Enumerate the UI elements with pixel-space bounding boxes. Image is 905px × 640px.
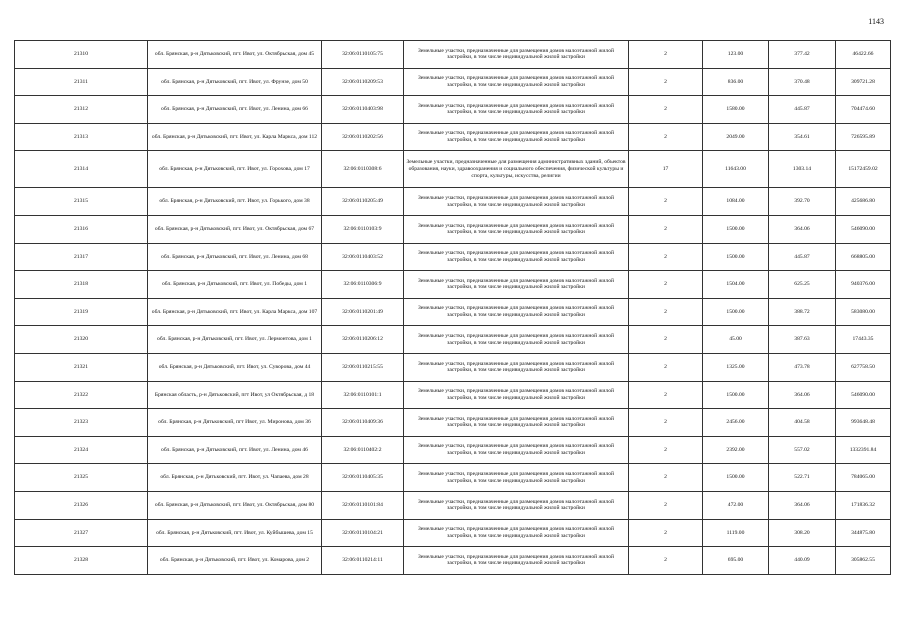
row-number-cell: 21310 (15, 41, 148, 69)
table-row (15, 271, 891, 299)
area-cell: 1580.00 (703, 96, 769, 124)
land-use-cell: Земельные участки, предназначенные для размещения домов малоэтажной жилой застройки, в том числе индивидуальной жилой застройки (404, 123, 629, 151)
cadastral-value-table (14, 40, 891, 575)
area-cell: 2049.00 (703, 123, 769, 151)
area-cell: 472.00 (703, 491, 769, 519)
cadastral-number-cell: 32:06:0110103:9 (322, 215, 404, 243)
cadastral-value-cell: 940376.00 (836, 271, 891, 299)
row-number-cell: 21312 (15, 96, 148, 124)
area-cell: 11643.00 (703, 151, 769, 188)
address-cell: обл. Брянская, р-н Дятьковский, пгт. Ивот, ул. Карла Маркса, дом 112 (148, 123, 322, 151)
table-row (15, 409, 891, 437)
specific-value-cell: 388.72 (769, 298, 836, 326)
table-body (15, 41, 891, 575)
specific-value-cell: 557.02 (769, 436, 836, 464)
specific-value-cell: 625.25 (769, 271, 836, 299)
specific-value-cell: 377.42 (769, 41, 836, 69)
group-number-cell: 2 (629, 491, 703, 519)
row-number-cell: 21311 (15, 68, 148, 96)
land-use-cell: Земельные участки, предназначенные для размещения домов малоэтажной жилой застройки, в том числе индивидуальной жилой застройки (404, 188, 629, 216)
land-use-cell: Земельные участки, предназначенные для размещения домов малоэтажной жилой застройки, в том числе индивидуальной жилой застройки (404, 68, 629, 96)
specific-value-cell: 364.06 (769, 381, 836, 409)
area-cell: 1504.00 (703, 271, 769, 299)
row-number-cell: 21314 (15, 151, 148, 188)
address-cell: обл. Брянская, р-н Дятьковский, пгт. Ивот, ул. Суворова, дом 44 (148, 353, 322, 381)
land-use-cell: Земельные участки, предназначенные для размещения домов малоэтажной жилой застройки, в том числе индивидуальной жилой застройки (404, 215, 629, 243)
area-cell: 1325.00 (703, 353, 769, 381)
cadastral-number-cell: 32:06:0110205:49 (322, 188, 404, 216)
land-use-cell: Земельные участки, предназначенные для размещения домов малоэтажной жилой застройки, в том числе индивидуальной жилой застройки (404, 353, 629, 381)
table-row (15, 96, 891, 124)
area-cell: 1500.00 (703, 298, 769, 326)
land-use-cell: Земельные участки, предназначенные для размещения домов малоэтажной жилой застройки, в том числе индивидуальной жилой застройки (404, 326, 629, 354)
area-cell: 695.00 (703, 547, 769, 575)
cadastral-number-cell: 32:06:0110405:35 (322, 464, 404, 492)
address-cell: обл. Брянская, р-н Дятьковский, пгт. Ивот, ул. Карла Маркса, дом 107 (148, 298, 322, 326)
table-row (15, 519, 891, 547)
cadastral-number-cell: 32:06:0110306:9 (322, 271, 404, 299)
land-use-cell: Земельные участки, предназначенные для размещения домов малоэтажной жилой застройки, в том числе индивидуальной жилой застройки (404, 243, 629, 271)
table-row (15, 41, 891, 69)
row-number-cell: 21323 (15, 409, 148, 437)
land-use-cell: Земельные участки, предназначенные для размещения домов малоэтажной жилой застройки, в том числе индивидуальной жилой застройки (404, 409, 629, 437)
cadastral-number-cell: 32:06:0110214:11 (322, 547, 404, 575)
group-number-cell: 2 (629, 215, 703, 243)
area-cell: 1084.00 (703, 188, 769, 216)
table-row (15, 436, 891, 464)
area-cell: 123.00 (703, 41, 769, 69)
land-use-cell: Земельные участки, предназначенные для размещения домов малоэтажной жилой застройки, в том числе индивидуальной жилой застройки (404, 271, 629, 299)
row-number-cell: 21313 (15, 123, 148, 151)
cadastral-value-cell: 46422.66 (836, 41, 891, 69)
cadastral-value-cell: 583080.00 (836, 298, 891, 326)
specific-value-cell: 370.48 (769, 68, 836, 96)
cadastral-value-cell: 668805.00 (836, 243, 891, 271)
area-cell: 2456.00 (703, 409, 769, 437)
land-use-cell: Земельные участки, предназначенные для размещения домов малоэтажной жилой застройки, в том числе индивидуальной жилой застройки (404, 298, 629, 326)
cadastral-number-cell: 32:06:0110206:12 (322, 326, 404, 354)
group-number-cell: 2 (629, 243, 703, 271)
cadastral-number-cell: 32:06:0110101:84 (322, 491, 404, 519)
cadastral-value-cell: 704474.60 (836, 96, 891, 124)
group-number-cell: 2 (629, 464, 703, 492)
address-cell: обл. Брянская, р-н Дятьковский, пгт. Ивот, ул. Октябрьская, дом 67 (148, 215, 322, 243)
specific-value-cell: 1303.14 (769, 151, 836, 188)
specific-value-cell: 445.87 (769, 243, 836, 271)
group-number-cell: 2 (629, 298, 703, 326)
row-number-cell: 21315 (15, 188, 148, 216)
land-use-cell: Земельные участки, предназначенные для размещения домов малоэтажной жилой застройки, в том числе индивидуальной жилой застройки (404, 464, 629, 492)
group-number-cell: 2 (629, 519, 703, 547)
cadastral-number-cell: 32:06:0110201:49 (322, 298, 404, 326)
group-number-cell: 2 (629, 409, 703, 437)
table-row (15, 215, 891, 243)
area-cell: 2392.00 (703, 436, 769, 464)
cadastral-number-cell: 32:06:0110105:75 (322, 41, 404, 69)
land-use-cell: Земельные участки, предназначенные для размещения домов малоэтажной жилой застройки, в том числе индивидуальной жилой застройки (404, 436, 629, 464)
address-cell: обл. Брянская, р-н Дятьковский, пгт. Ивот, ул. Октябрьская, дом 45 (148, 41, 322, 69)
address-cell: обл. Брянская, р-н Дятьковский, пгт. Ивот, ул. Победы, дом 1 (148, 271, 322, 299)
cadastral-value-cell: 15172459.02 (836, 151, 891, 188)
row-number-cell: 21320 (15, 326, 148, 354)
area-cell: 836.00 (703, 68, 769, 96)
cadastral-value-cell: 546090.00 (836, 215, 891, 243)
group-number-cell: 2 (629, 353, 703, 381)
cadastral-number-cell: 32:06:0110403:52 (322, 243, 404, 271)
row-number-cell: 21316 (15, 215, 148, 243)
specific-value-cell: 354.61 (769, 123, 836, 151)
land-use-cell: Земельные участки, предназначенные для размещения домов малоэтажной жилой застройки, в том числе индивидуальной жилой застройки (404, 96, 629, 124)
table-row (15, 151, 891, 188)
cadastral-value-cell: 627758.50 (836, 353, 891, 381)
cadastral-value-cell: 784065.00 (836, 464, 891, 492)
specific-value-cell: 392.70 (769, 188, 836, 216)
row-number-cell: 21319 (15, 298, 148, 326)
cadastral-value-cell: 171836.32 (836, 491, 891, 519)
cadastral-value-cell: 1332391.84 (836, 436, 891, 464)
row-number-cell: 21317 (15, 243, 148, 271)
land-use-cell: Земельные участки, предназначенные для размещения домов малоэтажной жилой застройки, в том числе индивидуальной жилой застройки (404, 491, 629, 519)
row-number-cell: 21326 (15, 491, 148, 519)
group-number-cell: 2 (629, 381, 703, 409)
row-number-cell: 21322 (15, 381, 148, 409)
group-number-cell: 17 (629, 151, 703, 188)
land-use-cell: Земельные участки, предназначенные для размещения домов малоэтажной жилой застройки, в том числе индивидуальной жилой застройки (404, 41, 629, 69)
row-number-cell: 21318 (15, 271, 148, 299)
address-cell: обл. Брянская, р-н Дятьковский, пгт Ивот, ул. Мироновa, дом 36 (148, 409, 322, 437)
address-cell: обл. Брянская, р-н Дятьковский, пгт. Ивот, ул. Комарова, дом 2 (148, 547, 322, 575)
specific-value-cell: 473.78 (769, 353, 836, 381)
specific-value-cell: 440.09 (769, 547, 836, 575)
group-number-cell: 2 (629, 326, 703, 354)
cadastral-number-cell: 32:06:0110215:55 (322, 353, 404, 381)
table-row (15, 68, 891, 96)
page-number: 1143 (868, 17, 884, 26)
group-number-cell: 2 (629, 188, 703, 216)
group-number-cell: 2 (629, 68, 703, 96)
area-cell: 1500.00 (703, 381, 769, 409)
table-row (15, 491, 891, 519)
cadastral-number-cell: 32:06:0110409:36 (322, 409, 404, 437)
row-number-cell: 21324 (15, 436, 148, 464)
specific-value-cell: 308.20 (769, 519, 836, 547)
address-cell: обл. Брянская, р-н Дятьковский, пгт. Ивот, ул. Ленина, дом 46 (148, 436, 322, 464)
cadastral-number-cell: 32:06:0110403:98 (322, 96, 404, 124)
table-row (15, 353, 891, 381)
land-use-cell: Земельные участки, предназначенные для размещения домов малоэтажной жилой застройки, в том числе индивидуальной жилой застройки (404, 519, 629, 547)
table-row (15, 243, 891, 271)
specific-value-cell: 522.71 (769, 464, 836, 492)
land-use-cell: Земельные участки, предназначенные для размещения административных зданий, объектов образования, науки, здравоохранения и социального обеспечения, физической культуры и спорта, культуры, искусства, религии (404, 151, 629, 188)
cadastral-value-cell: 309721.28 (836, 68, 891, 96)
land-use-cell: Земельные участки, предназначенные для размещения домов малоэтажной жилой застройки, в том числе индивидуальной жилой застройки (404, 381, 629, 409)
address-cell: обл. Брянская, р-н Дятьковский, пгт. Ивот, ул. Фрунзе, дом 50 (148, 68, 322, 96)
table-row (15, 326, 891, 354)
table-row (15, 381, 891, 409)
row-number-cell: 21328 (15, 547, 148, 575)
address-cell: обл. Брянская, р-н Дятьковский, пгт. Ивот, ул. Куйбышева, дом 15 (148, 519, 322, 547)
address-cell: обл. Брянская, р-н Дятьковский, пгт. Ивот, ул. Горохова, дом 17 (148, 151, 322, 188)
group-number-cell: 2 (629, 547, 703, 575)
cadastral-number-cell: 32:06:0110402:2 (322, 436, 404, 464)
specific-value-cell: 404.58 (769, 409, 836, 437)
cadastral-value-cell: 17443.35 (836, 326, 891, 354)
cadastral-value-cell: 993648.48 (836, 409, 891, 437)
cadastral-number-cell: 32:06:0110209:53 (322, 68, 404, 96)
specific-value-cell: 445.87 (769, 96, 836, 124)
group-number-cell: 2 (629, 41, 703, 69)
area-cell: 1119.00 (703, 519, 769, 547)
land-use-cell: Земельные участки, предназначенные для размещения домов малоэтажной жилой застройки, в том числе индивидуальной жилой застройки (404, 547, 629, 575)
area-cell: 45.00 (703, 326, 769, 354)
area-cell: 1500.00 (703, 215, 769, 243)
cadastral-value-cell: 305862.55 (836, 547, 891, 575)
cadastral-value-cell: 726595.89 (836, 123, 891, 151)
address-cell: обл. Брянская, р-н Дятьковский, пгт. Ивот, ул. Октябрьская, дом 80 (148, 491, 322, 519)
address-cell: обл. Брянская, р-н Дятьковский, пгт. Ивот, ул. Ленина, дом 68 (148, 243, 322, 271)
table-row (15, 464, 891, 492)
table-row (15, 298, 891, 326)
specific-value-cell: 387.63 (769, 326, 836, 354)
table-row (15, 123, 891, 151)
cadastral-number-cell: 32:06:0110101:1 (322, 381, 404, 409)
row-number-cell: 21327 (15, 519, 148, 547)
specific-value-cell: 364.06 (769, 215, 836, 243)
address-cell: обл. Брянская, р-н Дятьковский, пгт. Ивот, ул. Чапаева, дом 28 (148, 464, 322, 492)
cadastral-number-cell: 32:06:0110308:6 (322, 151, 404, 188)
cadastral-value-cell: 425686.80 (836, 188, 891, 216)
cadastral-value-cell: 546090.00 (836, 381, 891, 409)
row-number-cell: 21325 (15, 464, 148, 492)
address-cell: обл. Брянская, р-н Дятьковский, пгт. Ивот, ул. Лермонтова, дом 1 (148, 326, 322, 354)
specific-value-cell: 364.06 (769, 491, 836, 519)
address-cell: обл. Брянская, р-н Дятьковский, пгт. Ивот, ул. Ленина, дом 66 (148, 96, 322, 124)
row-number-cell: 21321 (15, 353, 148, 381)
cadastral-value-cell: 344875.80 (836, 519, 891, 547)
table-row (15, 188, 891, 216)
group-number-cell: 2 (629, 436, 703, 464)
cadastral-number-cell: 32:06:0110202:56 (322, 123, 404, 151)
address-cell: Брянская область, р-н Дятьковский, пгт Ивот, ул Октябрьская, д 18 (148, 381, 322, 409)
group-number-cell: 2 (629, 96, 703, 124)
address-cell: обл. Брянская, р-н Дятьковский, пгт. Ивот, ул. Горького, дом 38 (148, 188, 322, 216)
group-number-cell: 2 (629, 123, 703, 151)
area-cell: 1500.00 (703, 464, 769, 492)
table-row (15, 547, 891, 575)
cadastral-number-cell: 32:06:0110104:21 (322, 519, 404, 547)
area-cell: 1500.00 (703, 243, 769, 271)
group-number-cell: 2 (629, 271, 703, 299)
